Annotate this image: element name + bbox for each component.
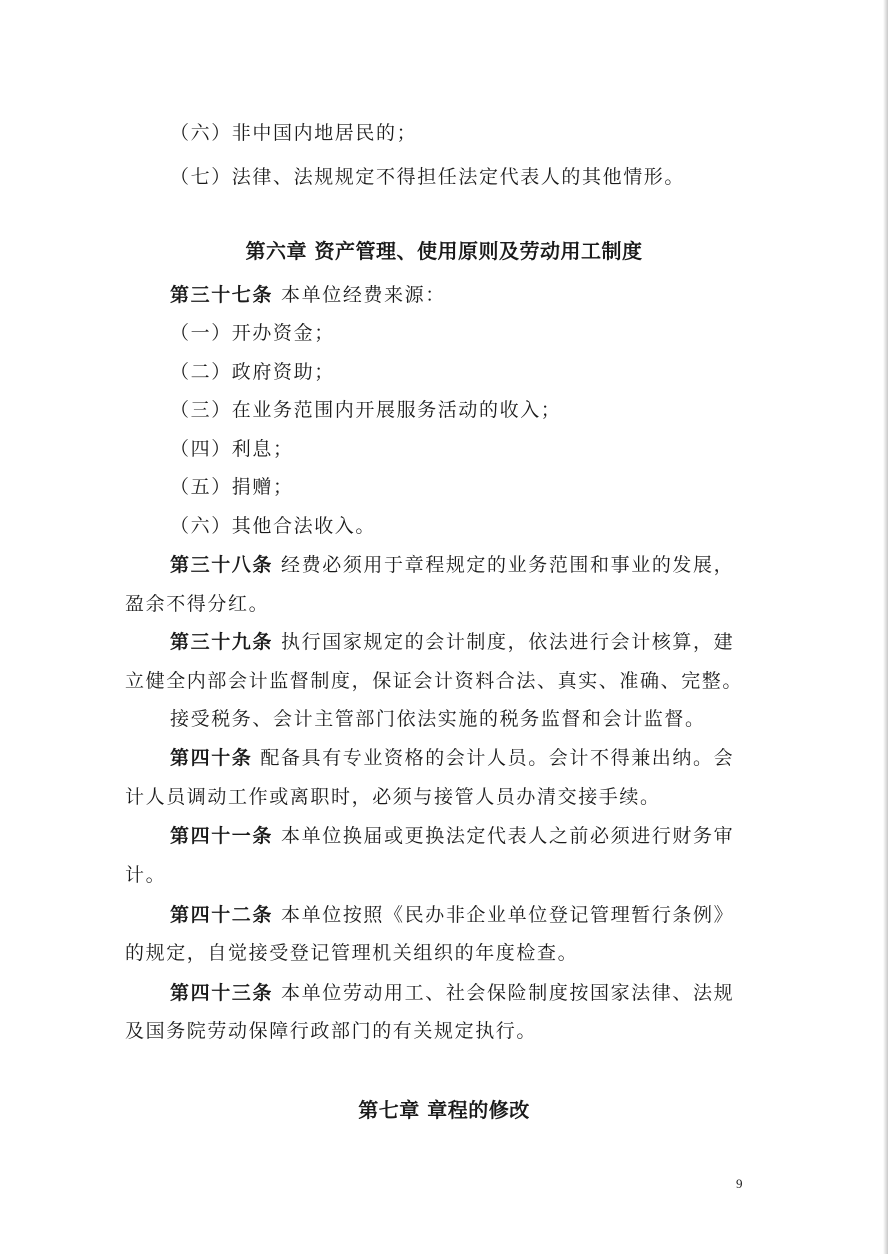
article-42-text-1: 本单位按照《民办非企业单位登记管理暂行条例》 (281, 904, 735, 926)
clause-item-6: （六）非中国内地居民的； (170, 122, 418, 144)
article-38-line-2: 盈余不得分红。 (125, 593, 270, 615)
page-number: 9 (736, 1176, 743, 1191)
article-41-line-1 (0, 823, 888, 849)
article-42-line-2: 的规定，自觉接受登记管理机关组织的年度检查。 (125, 942, 579, 964)
article-40-text-1: 配备具有专业资格的会计人员。会计不得兼出纳。会 (260, 747, 735, 769)
funding-item-5: （五）捐赠； (170, 476, 294, 498)
article-37-number: 第三十七条 (170, 284, 274, 306)
chapter-6-title: 第六章 资产管理、使用原则及劳动用工制度 (245, 239, 643, 263)
article-38-line-1 (0, 552, 888, 578)
article-37 (0, 282, 888, 308)
clause-item-7: （七）法律、法规规定不得担任法定代表人的其他情形。 (170, 166, 686, 188)
article-43-line-2: 及国务院劳动保障行政部门的有关规定执行。 (125, 1020, 538, 1042)
article-40-number: 第四十条 (170, 747, 253, 769)
funding-item-6: （六）其他合法收入。 (170, 515, 377, 537)
article-39-line-3: 接受税务、会计主管部门依法实施的税务监督和会计监督。 (170, 708, 706, 730)
article-41-number: 第四十一条 (170, 825, 274, 847)
article-43-number: 第四十三条 (170, 982, 274, 1004)
funding-item-1: （一）开办资金； (170, 322, 335, 344)
article-37-text: 本单位经费来源： (281, 284, 446, 306)
article-38-number: 第三十八条 (170, 554, 274, 576)
funding-item-2: （二）政府资助； (170, 361, 335, 383)
funding-item-3: （三）在业务范围内开展服务活动的收入； (170, 399, 562, 421)
article-40-line-2: 计人员调动工作或离职时，必须与接管人员办清交接手续。 (125, 786, 661, 808)
article-42-number: 第四十二条 (170, 904, 274, 926)
article-40-line-1 (0, 745, 888, 771)
article-38-text-1: 经费必须用于章程规定的业务范围和事业的发展， (281, 554, 735, 576)
article-39-line-2: 立健全内部会计监督制度，保证会计资料合法、真实、准确、完整。 (125, 670, 744, 692)
chapter-7-title: 第七章 章程的修改 (358, 1098, 530, 1122)
article-43-line-1 (0, 980, 888, 1006)
article-42-line-1 (0, 902, 888, 928)
article-39-text-1: 执行国家规定的会计制度，依法进行会计核算，建 (281, 631, 735, 653)
article-39-line-1 (0, 629, 888, 655)
article-43-text-1: 本单位劳动用工、社会保险制度按国家法律、法规 (281, 982, 735, 1004)
funding-item-4: （四）利息； (170, 438, 294, 460)
article-41-line-2: 计。 (125, 864, 167, 886)
article-41-text-1: 本单位换届或更换法定代表人之前必须进行财务审 (281, 825, 735, 847)
article-39-number: 第三十九条 (170, 631, 274, 653)
